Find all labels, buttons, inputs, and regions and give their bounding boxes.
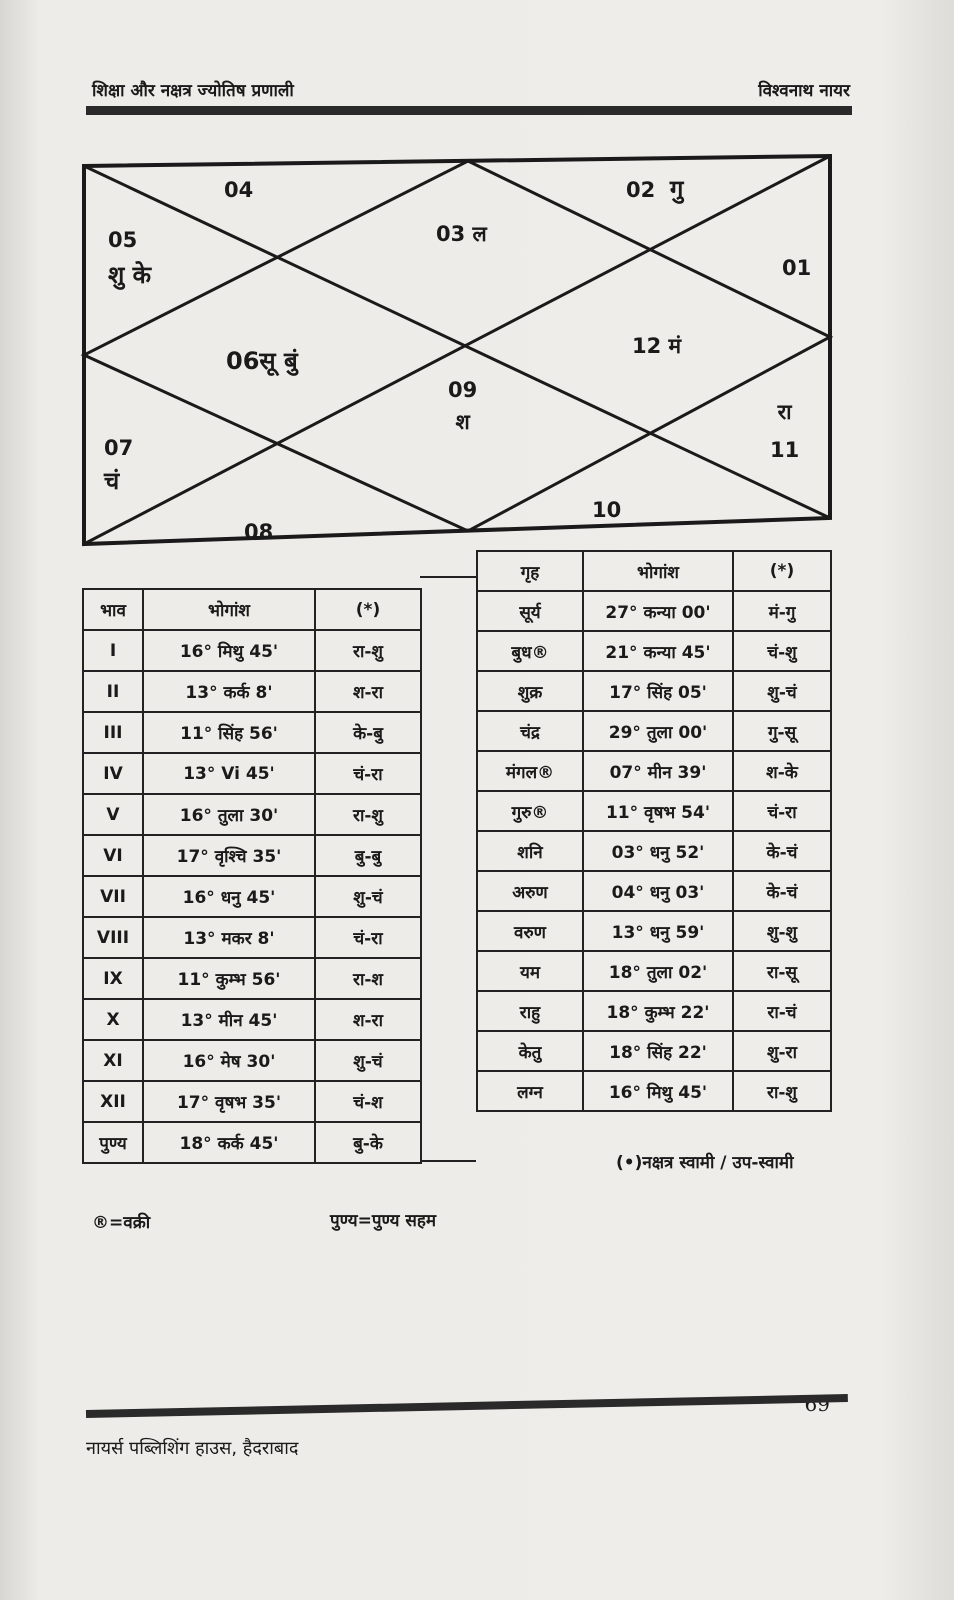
table-row: राहु 18° कुम्भ 22' रा-चं [477,991,831,1031]
header-title: शिक्षा और नक्षत्र ज्योतिष प्रणाली [92,81,294,101]
graha-table [476,550,832,1112]
table-row: अरुण 04° धनु 03' के-चं [477,871,831,911]
table-row: VI 17° वृश्चि 35' बु-बु [83,835,421,876]
table-row: चंद्र 29° तुला 00' गु-सू [477,711,831,751]
house-03: 03 ल [436,222,487,246]
footer-rule [86,1394,848,1418]
col-header: भोगांश [143,589,315,630]
table-row: मंगल® 07° मीन 39' श-के [477,751,831,791]
table-header-row [477,551,831,591]
table-row: XII 17° वृषभ 35' चं-श [83,1081,421,1122]
table-row: सूर्य 27° कन्या 00' मं-गु [477,591,831,631]
star-lord-note: (•)नक्षत्र स्वामी / उप-स्वामी [616,1153,794,1173]
house-08: 08 [244,520,274,544]
table-row: X 13° मीन 45' श-रा [83,999,421,1040]
table-row: शुक्र 17° सिंह 05' शु-चं [477,671,831,711]
horoscope-chart [78,150,838,550]
col-header: भाव [83,589,143,630]
table-row: IV 13° Vi 45' चं-रा [83,753,421,794]
table-row: III 11° सिंह 56' के-बु [83,712,421,753]
col-header: (*) [315,589,421,630]
table-separator [420,576,476,1162]
table-row: VII 16° धनु 45' शु-चं [83,876,421,917]
table-row: शनि 03° धनु 52' के-चं [477,831,831,871]
table-row: II 13° कर्क 8' श-रा [83,671,421,712]
table-row: XI 16° मेष 30' शु-चं [83,1040,421,1081]
table-row: I 16° मिथु 45' रा-शु [83,630,421,671]
house-01: 01 [782,256,812,280]
table-row: पुण्य 18° कर्क 45' बु-के [83,1122,421,1163]
house-07: 07 चं [104,436,134,495]
header-rule [86,106,852,115]
table-header-row [83,589,421,630]
house-05: 05 शु के [108,228,152,289]
table-row: गुरु® 11° वृषभ 54' चं-रा [477,791,831,831]
table-row: VIII 13° मकर 8' चं-रा [83,917,421,958]
table-row: वरुण 13° धनु 59' शु-शु [477,911,831,951]
table-row: IX 11° कुम्भ 56' रा-श [83,958,421,999]
col-header: गृह [477,551,583,591]
house-11: रा 11 [770,400,800,462]
table-row: बुध® 21° कन्या 45' चं-शु [477,631,831,671]
col-header: (*) [733,551,831,591]
table-row: लग्न 16° मिथु 45' रा-शु [477,1071,831,1111]
retrograde-note: ®=वक्री [92,1213,151,1233]
house-02: 02 गु [626,175,684,203]
punya-note: पुण्य=पुण्य सहम [330,1211,437,1231]
house-04: 04 [224,178,254,202]
table-row: केतु 18° सिंह 22' शु-रा [477,1031,831,1071]
chart-diagonal-1 [84,166,830,518]
chart-diagonal-2 [84,156,830,544]
bhava-table [82,588,422,1164]
house-12: 12 मं [632,334,682,358]
house-06: 06सू बुं [226,347,298,375]
table-row: यम 18° तुला 02' रा-सू [477,951,831,991]
house-10: 10 [592,498,622,522]
header-author: विश्वनाथ नायर [758,81,850,101]
publisher-footer: नायर्स पब्लिशिंग हाउस, हैदराबाद [86,1438,299,1459]
chart-diamond [84,161,830,531]
page-number: 69 [804,1392,830,1416]
table-row: V 16° तुला 30' रा-शु [83,794,421,835]
house-09: 09 श [448,378,478,434]
col-header: भोगांश [583,551,733,591]
